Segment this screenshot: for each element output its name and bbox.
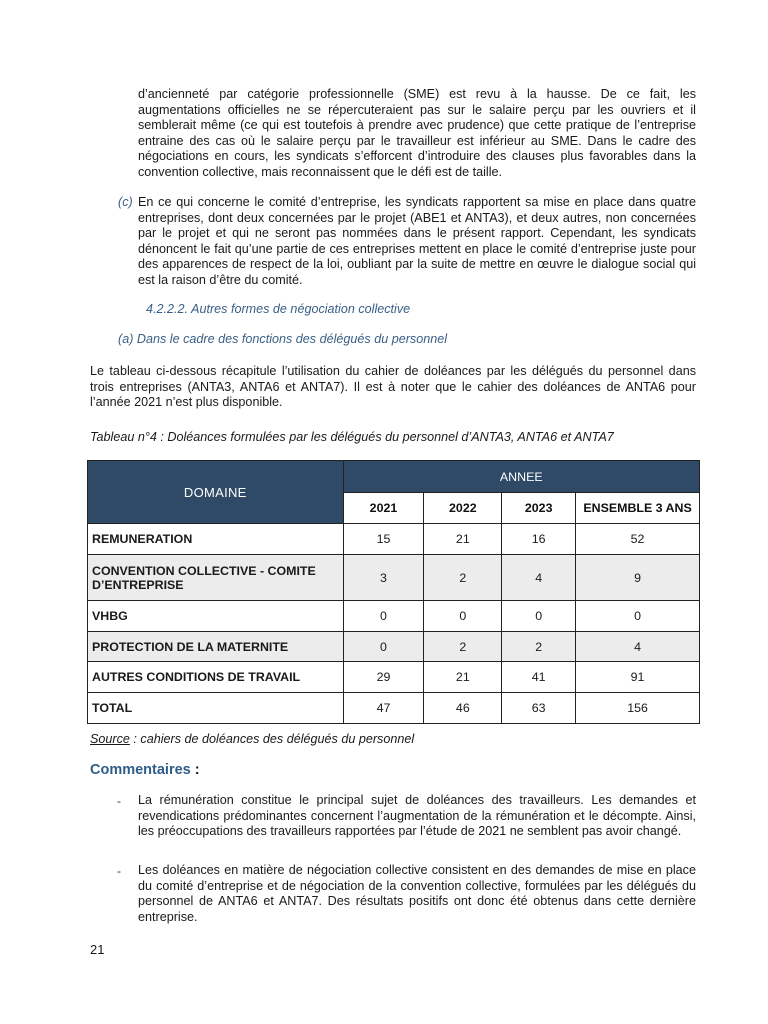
cell-value: 0	[343, 632, 424, 662]
comments-colon: :	[190, 762, 200, 778]
cell-value: 29	[343, 662, 424, 693]
cell-value: 0	[424, 601, 502, 632]
cell-value: 156	[576, 693, 700, 724]
table-source	[90, 732, 414, 746]
cell-value: 4	[502, 555, 576, 601]
table-caption: Tableau n°4 : Doléances formulées par les délégués du personnel d’ANTA3, ANTA6 et ANTA7	[90, 430, 614, 444]
cell-value: 3	[343, 555, 424, 601]
doleances-table	[87, 460, 700, 724]
table-row	[88, 524, 700, 555]
cell-value: 2	[424, 555, 502, 601]
subheading-a: (a) Dans le cadre des fonctions des délégués du personnel	[118, 332, 448, 346]
cell-value: 15	[343, 524, 424, 555]
table-row-total	[88, 693, 700, 724]
row-label: REMUNERATION	[88, 524, 344, 555]
row-label: PROTECTION DE LA MATERNITE	[88, 632, 344, 662]
row-label: TOTAL	[88, 693, 344, 724]
item-c-marker: (c)	[118, 195, 133, 209]
table-row	[88, 632, 700, 662]
cell-value: 0	[576, 601, 700, 632]
item-c-text: En ce qui concerne le comité d’entreprise, les syndicats rapportent sa mise en place dans quatre entreprises, dont deux concernées par le projet (ABE1 et ANTA3), et deux autres, non concernées par le projet et qui ne seront pas nommées dans le présent rapport. Cependant, les syndicats dénoncent le fait qu’une partie de ces entreprises mettent en place le comité d’entreprise juste pour des apparences de respect de la loi, oubliant par la suite de mettre en œuvre le dialogue social qui est la raison d’être du comité.	[138, 195, 696, 287]
header-total-3-years: ENSEMBLE 3 ANS	[576, 493, 700, 524]
source-text: : cahiers de doléances des délégués du personnel	[129, 732, 415, 746]
cell-value: 4	[576, 632, 700, 662]
cell-value: 63	[502, 693, 576, 724]
table-row	[88, 662, 700, 693]
bullet-dash: -	[117, 794, 121, 808]
table-row	[88, 601, 700, 632]
cell-value: 46	[424, 693, 502, 724]
section-heading-4-2-2-2: 4.2.2.2. Autres formes de négociation collective	[146, 302, 411, 316]
header-year: ANNEE	[343, 461, 699, 493]
header-year-2023: 2023	[502, 493, 576, 524]
cell-value: 0	[502, 601, 576, 632]
intro-paragraph: Le tableau ci-dessous récapitule l’utilisation du cahier de doléances par les délégués du personnel dans trois entreprises (ANTA3, ANTA6 et ANTA7). Il est à noter que le cahier des doléances de ANTA6 pour l’année 2021 n’est plus disponible.	[90, 364, 696, 410]
cell-value: 21	[424, 662, 502, 693]
cell-value: 21	[424, 524, 502, 555]
source-label: Source	[90, 732, 130, 746]
comment-item-2: Les doléances en matière de négociation collective consistent en des demandes de mise en place du comité d’entreprise et de négociation de la convention collective, formulées par les délégués du personnel de ANTA6 et ANTA7. Des résultats positifs ont donc été obtenus dans cette dernière entreprise.	[138, 863, 696, 924]
cell-value: 16	[502, 524, 576, 555]
cell-value: 52	[576, 524, 700, 555]
page-number: 21	[90, 942, 105, 957]
cell-value: 41	[502, 662, 576, 693]
cell-value: 91	[576, 662, 700, 693]
cell-value: 2	[424, 632, 502, 662]
header-year-2021: 2021	[343, 493, 424, 524]
header-domain: DOMAINE	[88, 461, 344, 524]
paragraph-top: d’ancienneté par catégorie professionnelle (SME) est revu à la hausse. De ce fait, les augmentations officielles ne se répercuteraient pas sur le salaire perçu par les ouvriers et il semblerait même (ce qui est toutefois à prendre avec prudence) que cette pratique de l’entreprise entraine des cas où le salaire perçu par le travailleur est inférieur au SME. Dans le cadre des négociations en cours, les syndicats s’efforcent d’introduire des clauses plus favorables dans la convention collective, mais reconnaissent que le défi est de taille.	[138, 87, 696, 179]
comment-item-1: La rémunération constitue le principal sujet de doléances des travailleurs. Les demandes et revendications prédominantes concernent l’augmentation de la rémunération et le décompte. Ainsi, les préoccupations des travailleurs rapportées par l’étude de 2021 ne semblent pas avoir changé.	[138, 793, 696, 839]
cell-value: 2	[502, 632, 576, 662]
table-row	[88, 555, 700, 601]
cell-value: 0	[343, 601, 424, 632]
comments-heading	[90, 762, 200, 778]
header-year-2022: 2022	[424, 493, 502, 524]
bullet-dash: -	[117, 864, 121, 878]
row-label: AUTRES CONDITIONS DE TRAVAIL	[88, 662, 344, 693]
row-label: VHBG	[88, 601, 344, 632]
cell-value: 47	[343, 693, 424, 724]
row-label: CONVENTION COLLECTIVE - COMITE D’ENTREPRISE	[88, 555, 344, 601]
cell-value: 9	[576, 555, 700, 601]
comments-title: Commentaires	[90, 762, 191, 778]
